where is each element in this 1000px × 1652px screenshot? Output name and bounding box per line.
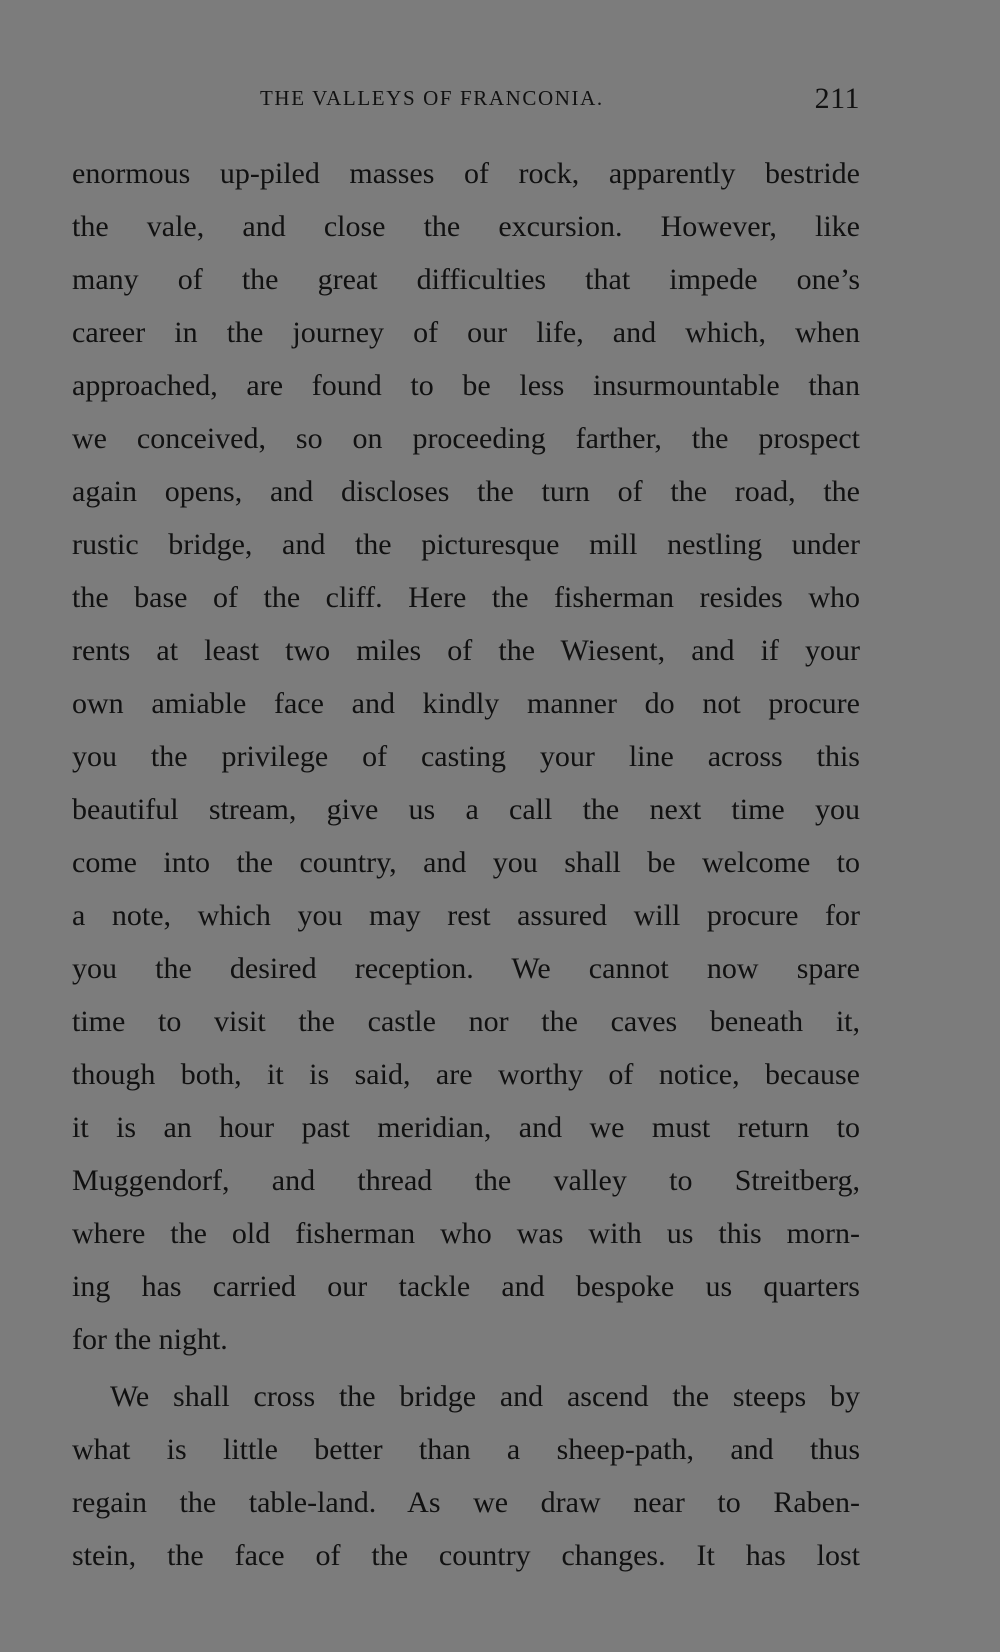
text-line: a note, which you may rest assured will procure for	[72, 899, 860, 932]
text-line: rents at least two miles of the Wiesent, and if your	[72, 634, 860, 667]
text-line: career in the journey of our life, and which, when	[72, 316, 860, 349]
running-title: THE VALLEYS OF FRANCONIA.	[260, 86, 604, 110]
text-line: time to visit the castle nor the caves beneath it,	[72, 1005, 860, 1038]
text-line: many of the great difficulties that impede one’s	[72, 263, 860, 296]
paragraph	[72, 147, 860, 1366]
text-line: ing has carried our tackle and bespoke us quarters	[72, 1270, 860, 1303]
text-line: approached, are found to be less insurmountable than	[72, 369, 860, 402]
text-line: stein, the face of the country changes. It has lost	[72, 1539, 860, 1572]
paragraph	[72, 1370, 860, 1582]
text-line: for the night.	[72, 1323, 228, 1356]
text-line: Muggendorf, and thread the valley to Streitberg,	[72, 1164, 860, 1197]
text-line: regain the table-land. As we draw near to Raben-	[72, 1486, 860, 1519]
running-head	[72, 82, 860, 126]
text-line: where the old fisherman who was with us this morn-	[72, 1217, 860, 1250]
text-line: beautiful stream, give us a call the next time you	[72, 793, 860, 826]
text-line: the vale, and close the excursion. However, like	[72, 210, 860, 243]
text-line: again opens, and discloses the turn of the road, the	[72, 475, 860, 508]
text-line: though both, it is said, are worthy of notice, because	[72, 1058, 860, 1091]
body-text	[72, 147, 860, 1582]
page-number: 211	[814, 82, 860, 115]
text-line: enormous up-piled masses of rock, apparently bestride	[72, 157, 860, 190]
text-line: own amiable face and kindly manner do not procure	[72, 687, 860, 720]
text-line: We shall cross the bridge and ascend the steeps by	[110, 1380, 860, 1413]
text-line: the base of the cliff. Here the fisherman resides who	[72, 581, 860, 614]
text-line: you the privilege of casting your line across this	[72, 740, 860, 773]
text-line: you the desired reception. We cannot now spare	[72, 952, 860, 985]
text-line: rustic bridge, and the picturesque mill nestling under	[72, 528, 860, 561]
text-line: we conceived, so on proceeding farther, the prospect	[72, 422, 860, 455]
text-line: come into the country, and you shall be welcome to	[72, 846, 860, 879]
text-line: what is little better than a sheep-path, and thus	[72, 1433, 860, 1466]
text-line: it is an hour past meridian, and we must return to	[72, 1111, 860, 1144]
